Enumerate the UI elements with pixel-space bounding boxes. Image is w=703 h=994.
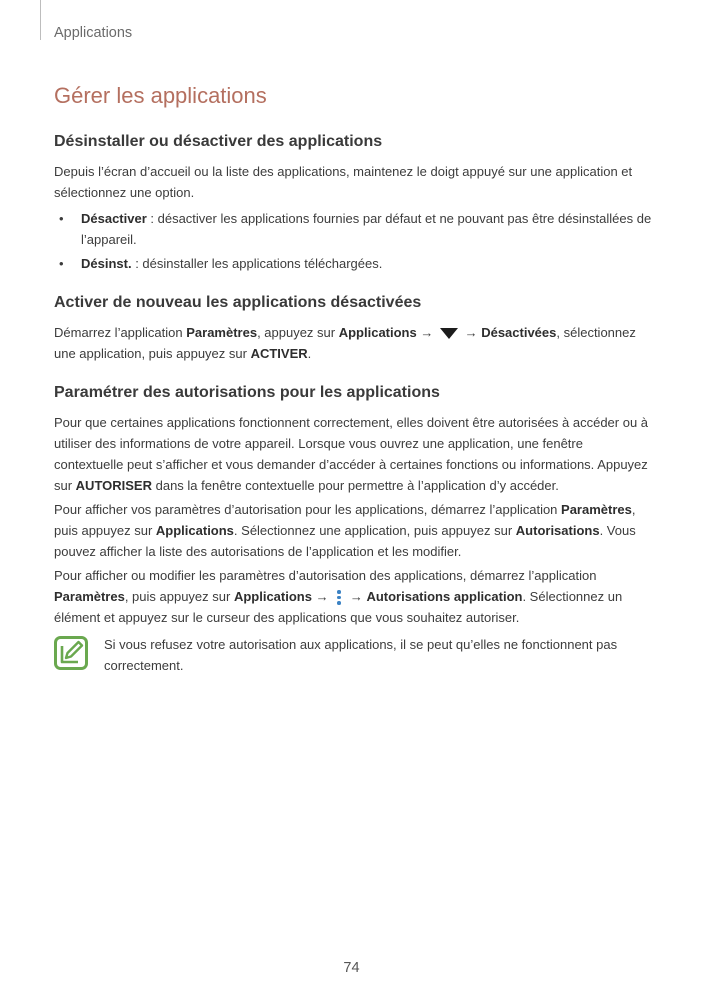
bullet-label: Désinst. xyxy=(81,256,132,271)
arrow-down-icon xyxy=(440,328,458,339)
bullet-text: : désinstaller les applications téléchargées. xyxy=(131,256,383,271)
more-options-icon xyxy=(334,590,344,605)
bullet-item-uninstall xyxy=(54,253,654,274)
section-heading-reactivate: Activer de nouveau les applications désactivées xyxy=(54,294,422,311)
note-text: Si vous refusez votre autorisation aux applications, il se peut qu’elles ne fonctionnent pas correctement. xyxy=(104,637,618,673)
bullet-dot: • xyxy=(59,256,64,271)
bullet-text: : désactiver les applications fournies par défaut et ne pouvant pas être désinstallées de l’appareil. xyxy=(81,211,652,247)
uninstall-intro: Depuis l’écran d’accueil ou la liste des applications, maintenez le doigt appuyé sur une application et sélectionnez une option. xyxy=(54,164,633,200)
bullet-label: Désactiver xyxy=(81,211,147,226)
page-title: Gérer les applications xyxy=(54,83,267,108)
page-number: 74 xyxy=(343,960,360,976)
header-rule xyxy=(40,0,41,40)
section-heading-uninstall: Désinstaller ou désactiver des applications xyxy=(54,133,383,150)
note-icon xyxy=(54,636,88,670)
bullet-item-disable xyxy=(54,208,654,250)
permissions-paragraph-3: Pour afficher ou modifier les paramètres d’autorisation des applications, démarrez l’application Paramètres, puis appuyez sur Applications → → Autorisations application. Sélectionnez un élément et appuyez sur le curseur des applications que vous souhaitez autoriser. xyxy=(54,568,623,625)
permissions-paragraph-2: Pour afficher vos paramètres d’autorisation pour les applications, démarrez l’application Paramètres, puis appuyez sur Applications. Sélectionnez une application, puis appuyez sur Autorisations. Vous pouvez afficher la liste des autorisations de l’application et les modifier. xyxy=(54,502,636,559)
section-heading-permissions: Paramétrer des autorisations pour les applications xyxy=(54,384,440,401)
reactivate-instructions: Démarrez l’application Paramètres, appuyez sur Applications → → Désactivées, sélectionnez une application, puis appuyez sur ACTIVER. xyxy=(54,325,636,361)
permissions-paragraph-1: Pour que certaines applications fonctionnent correctement, elles doivent être autorisées à accéder ou à utiliser des informations de votre appareil. Lorsque vous ouvrez une application, une fenêtre contextuelle peut s’afficher et vous demander d’accéder à certaines fonctions ou informations. Appuyez sur AUTORISER dans la fenêtre contextuelle pour permettre à l’application d’y accéder. xyxy=(54,415,649,493)
bullet-dot: • xyxy=(59,211,64,226)
running-head: Applications xyxy=(54,25,133,41)
